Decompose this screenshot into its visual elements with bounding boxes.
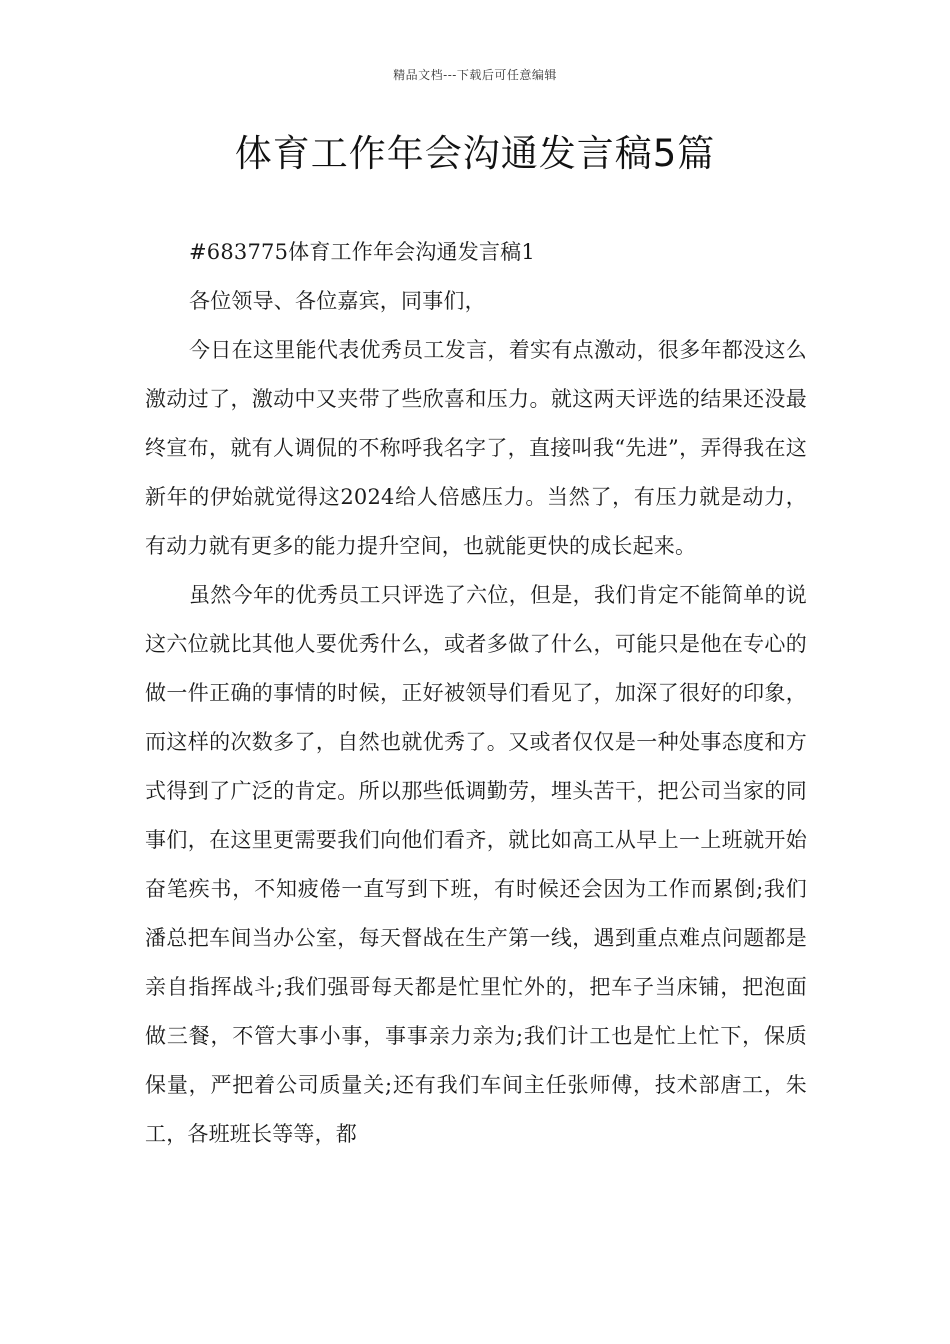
body-paragraph: 今日在这里能代表优秀员工发言，着实有点激动，很多年都没这么激动过了，激动中又夹带了些欣喜和压力。就这两天评选的结果还没最终宣布，就有人调侃的不称呼我名字了，直接叫我“先进”，弄得我在这新年的伊始就觉得这2024给人倍感压力。当然了，有压力就是动力，有动力就有更多的能力提升空间，也就能更快的成长起来。: [145, 338, 807, 558]
section-heading: #683775体育工作年会沟通发言稿1: [189, 240, 535, 264]
header-note: 精品文档---下载后可任意编辑: [393, 68, 557, 82]
body-paragraph: 虽然今年的优秀员工只评选了六位，但是，我们肯定不能简单的说这六位就比其他人要优秀什么，或者多做了什么，可能只是他在专心的做一件正确的事情的时候，正好被领导们看见了，加深了很好的印象，而这样的次数多了，自然也就优秀了。又或者仅仅是一种处事态度和方式得到了广泛的肯定。所以那些低调勤劳，埋头苦干，把公司当家的同事们，在这里更需要我们向他们看齐，就比如高工从早上一上班就开始奋笔疾书，不知疲倦一直写到下班，有时候还会因为工作而累倒;我们潘总把车间当办公室，每天督战在生产第一线，遇到重点难点问题都是亲自指挥战斗;我们强哥每天都是忙里忙外的，把车子当床铺，把泡面做三餐，不管大事小事，事事亲力亲为;我们计工也是忙上忙下，保质保量，严把着公司质量关;还有我们车间主任张师傅，技术部唐工，朱工，各班班长等等，都: [145, 583, 807, 1146]
salutation-paragraph: 各位领导、各位嘉宾，同事们，: [189, 289, 486, 313]
document-title: 体育工作年会沟通发言稿5篇: [234, 132, 716, 175]
document-body: [145, 228, 807, 1159]
